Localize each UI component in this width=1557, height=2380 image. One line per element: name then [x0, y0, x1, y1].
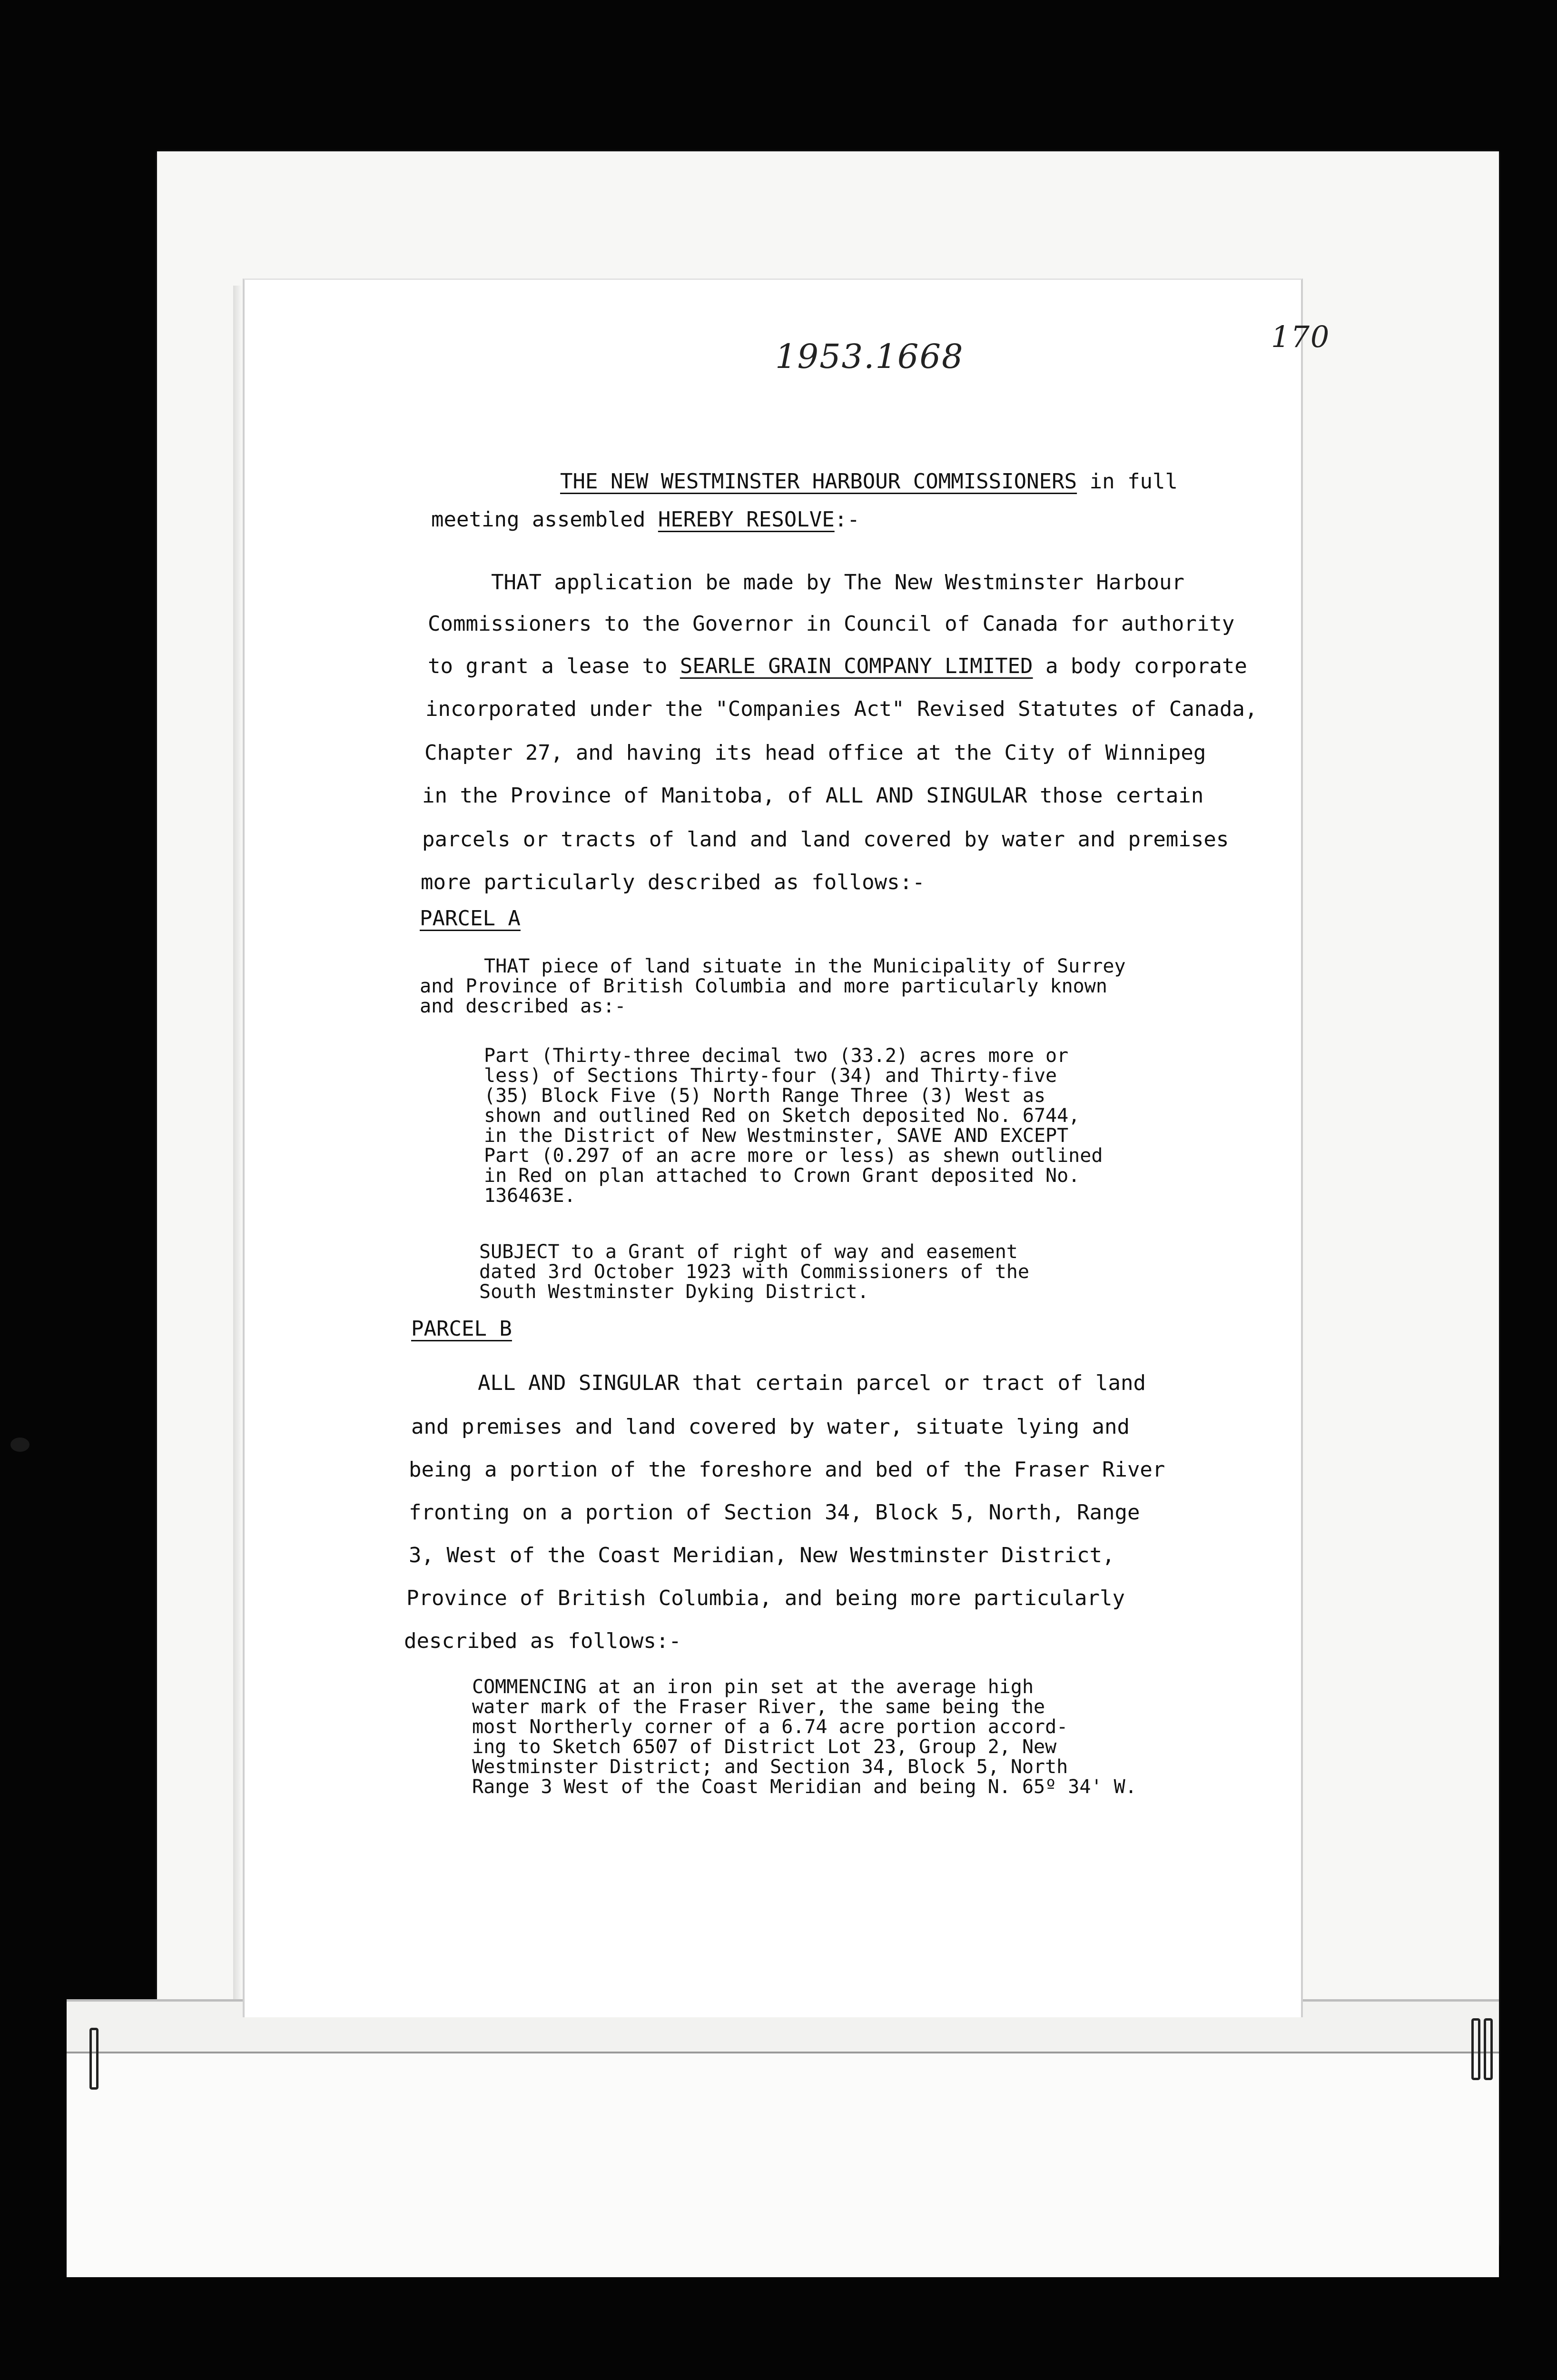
application-line-2: Commissioners to the Governor in Council of Canada for authority [428, 612, 1235, 636]
parcel-a-desc-8: 136463E. [484, 1185, 576, 1207]
parcel-a-subject-2: dated 3rd October 1923 with Commissioners of the [479, 1261, 1029, 1283]
bottom-sheet [67, 2052, 1499, 2277]
assembled-line [431, 507, 860, 532]
page-shadow [233, 286, 242, 1999]
application-line-4: incorporated under the "Companies Act" Revised Statutes of Canada, [425, 697, 1258, 721]
edge-speck [10, 1438, 30, 1452]
parcel-b-line-6: Province of British Columbia, and being more particularly [406, 1586, 1125, 1610]
application-line-1: THAT application be made by The New Westminster Harbour [491, 570, 1184, 595]
parcel-a-intro-1: THAT piece of land situate in the Municipality of Surrey [484, 955, 1126, 977]
commencing-line-4: ing to Sketch 6507 of District Lot 23, Group 2, New [472, 1736, 1057, 1758]
parcel-a-heading: PARCEL A [420, 906, 521, 931]
parcel-b-line-3: being a portion of the foreshore and bed of the Fraser River [409, 1458, 1165, 1482]
page-number-annotation: 170 [1271, 319, 1330, 354]
heading-tail: in full [1077, 469, 1178, 494]
parcel-a-intro-3: and described as:- [420, 995, 626, 1017]
commencing-line-2: water mark of the Fraser River, the same being the [472, 1696, 1045, 1718]
commencing-line-5: Westminster District; and Section 34, Block 5, North [472, 1756, 1068, 1778]
resolution-heading [560, 469, 1178, 494]
parcel-b-line-1: ALL AND SINGULAR that certain parcel or tract of land [478, 1371, 1146, 1395]
commencing-line-3: most Northerly corner of a 6.74 acre portion accord- [472, 1716, 1068, 1738]
typed-page [243, 278, 1330, 2017]
right-clip-mark-2 [1484, 2018, 1493, 2080]
company-name: SEARLE GRAIN COMPANY LIMITED [680, 654, 1033, 678]
application-line-7: parcels or tracts of land and land covered by water and premises [422, 827, 1229, 852]
parcel-a-desc-3: (35) Block Five (5) North Range Three (3) West as [484, 1085, 1046, 1107]
parcel-a-subject-1: SUBJECT to a Grant of right of way and easement [479, 1241, 1018, 1263]
parcel-b-line-7: described as follows:- [404, 1629, 681, 1653]
parcel-a-desc-4: shown and outlined Red on Sketch deposited No. 6744, [484, 1105, 1080, 1127]
hereby-resolve: HEREBY RESOLVE [658, 507, 835, 532]
parcel-a-desc-2: less) of Sections Thirty-four (34) and Thirty-five [484, 1065, 1057, 1087]
application-line-8: more particularly described as follows:- [421, 870, 925, 894]
parcel-a-subject-3: South Westminster Dyking District. [479, 1281, 869, 1303]
left-clip-mark [89, 2028, 99, 2090]
parcel-a-desc-6: Part (0.297 of an acre more or less) as shewn outlined [484, 1145, 1103, 1167]
parcel-b-heading: PARCEL B [411, 1317, 512, 1341]
parcel-b-line-5: 3, West of the Coast Meridian, New Westminster District, [409, 1543, 1115, 1567]
application-line-3 [428, 654, 1247, 678]
lease-prefix: to grant a lease to [428, 654, 680, 678]
commencing-line-6: Range 3 West of the Coast Meridian and being N. 65º 34' W. [472, 1776, 1137, 1798]
commencing-line-1: COMMENCING at an iron pin set at the average high [472, 1676, 1034, 1698]
parcel-a-intro-2: and Province of British Columbia and more particularly known [420, 975, 1107, 997]
parcel-a-desc-7: in Red on plan attached to Crown Grant deposited No. [484, 1165, 1080, 1187]
parcel-a-desc-1: Part (Thirty-three decimal two (33.2) acres more or [484, 1045, 1069, 1067]
application-line-6: in the Province of Manitoba, of ALL AND SINGULAR those certain [422, 783, 1204, 808]
application-line-5: Chapter 27, and having its head office at the City of Winnipeg [424, 741, 1206, 765]
parcel-b-line-4: fronting on a portion of Section 34, Block 5, North, Range [409, 1500, 1140, 1525]
file-number-annotation: 1953.1668 [775, 337, 964, 376]
parcel-a-desc-5: in the District of New Westminster, SAVE AND EXCEPT [484, 1125, 1069, 1147]
assembled-prefix: meeting assembled [431, 507, 658, 532]
parcel-b-line-2: and premises and land covered by water, situate lying and [411, 1415, 1130, 1439]
commissioners-name: THE NEW WESTMINSTER HARBOUR COMMISSIONERS [560, 469, 1077, 494]
assembled-suffix: :- [834, 507, 860, 532]
lease-suffix: a body corporate [1033, 654, 1247, 678]
right-clip-mark-1 [1471, 2018, 1480, 2080]
